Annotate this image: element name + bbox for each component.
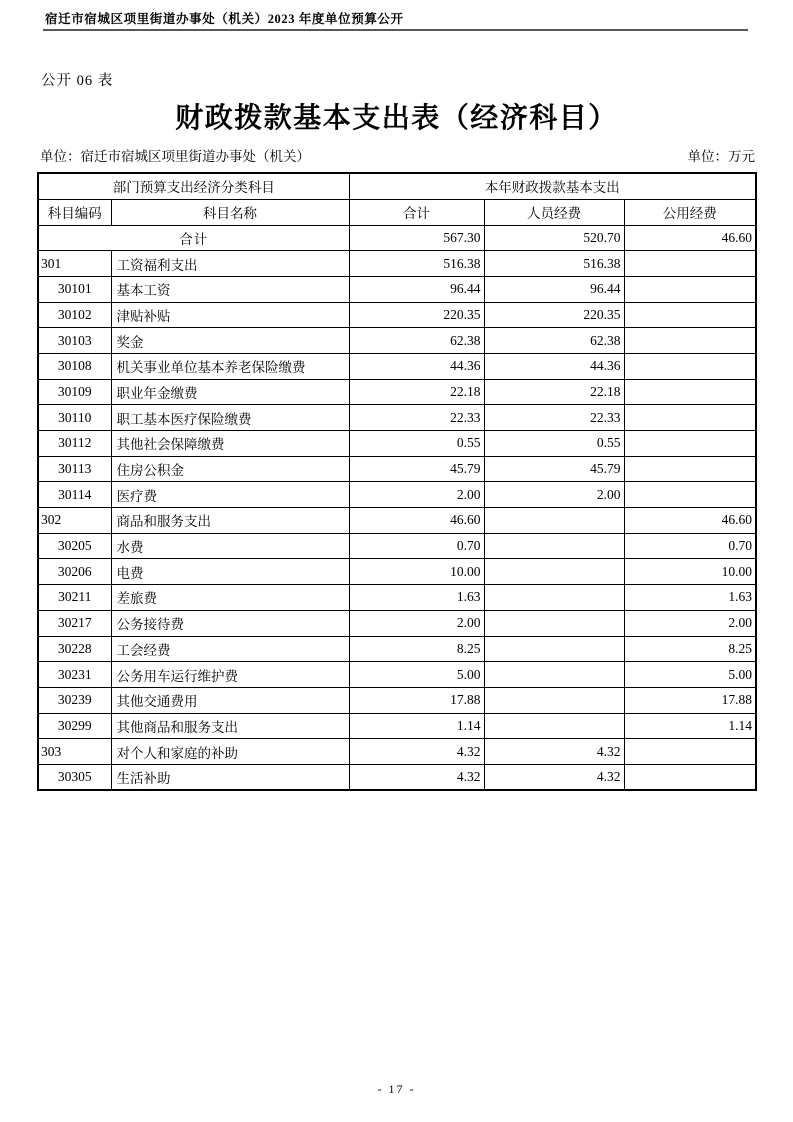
public-value bbox=[624, 431, 756, 457]
public-value: 10.00 bbox=[624, 559, 756, 585]
unit-name-label: 单位：宿迁市宿城区项里街道办事处（机关） bbox=[40, 149, 310, 164]
personnel-value bbox=[484, 585, 624, 611]
personnel-value: 96.44 bbox=[484, 276, 624, 302]
table-row bbox=[38, 764, 756, 790]
total-value: 45.79 bbox=[349, 456, 484, 482]
subject-code: 30205 bbox=[38, 533, 111, 559]
total-value: 516.38 bbox=[349, 251, 484, 277]
subject-name: 差旅费 bbox=[111, 585, 349, 611]
subject-code: 30228 bbox=[38, 636, 111, 662]
page-number: - 17 - bbox=[377, 1082, 416, 1096]
subject-name: 其他交通费用 bbox=[111, 687, 349, 713]
personnel-value bbox=[484, 533, 624, 559]
public-value: 46.60 bbox=[624, 508, 756, 534]
subject-code: 30112 bbox=[38, 431, 111, 457]
total-row bbox=[38, 225, 756, 251]
col-header-total: 合计 bbox=[349, 199, 484, 225]
sheet-label: 公开 06 表 bbox=[41, 73, 114, 89]
total-value: 4.32 bbox=[349, 764, 484, 790]
subject-code: 30103 bbox=[38, 328, 111, 354]
subject-code: 30217 bbox=[38, 610, 111, 636]
subject-code: 302 bbox=[38, 508, 111, 534]
personnel-value bbox=[484, 662, 624, 688]
subject-code: 30211 bbox=[38, 585, 111, 611]
subject-code: 30102 bbox=[38, 302, 111, 328]
personnel-value: 2.00 bbox=[484, 482, 624, 508]
table-body bbox=[38, 225, 756, 790]
personnel-value bbox=[484, 508, 624, 534]
table-row bbox=[38, 405, 756, 431]
subject-code: 301 bbox=[38, 251, 111, 277]
table-row bbox=[38, 456, 756, 482]
table-group-header-row bbox=[38, 173, 756, 199]
personnel-value bbox=[484, 713, 624, 739]
personnel-value bbox=[484, 559, 624, 585]
subject-code: 30239 bbox=[38, 687, 111, 713]
table-row bbox=[38, 533, 756, 559]
personnel-value: 45.79 bbox=[484, 456, 624, 482]
personnel-value: 4.32 bbox=[484, 764, 624, 790]
total-value: 1.14 bbox=[349, 713, 484, 739]
public-value bbox=[624, 328, 756, 354]
personnel-value bbox=[484, 610, 624, 636]
total-value: 22.18 bbox=[349, 379, 484, 405]
subject-code: 30114 bbox=[38, 482, 111, 508]
subject-code: 30108 bbox=[38, 353, 111, 379]
public-value bbox=[624, 482, 756, 508]
subject-name: 公务用车运行维护费 bbox=[111, 662, 349, 688]
personnel-value: 4.32 bbox=[484, 739, 624, 765]
table-row bbox=[38, 739, 756, 765]
table-row bbox=[38, 276, 756, 302]
table-row bbox=[38, 482, 756, 508]
col-header-subject-name: 科目名称 bbox=[111, 199, 349, 225]
page-title: 财政拨款基本支出表（经济科目） bbox=[175, 103, 618, 134]
personnel-value bbox=[484, 687, 624, 713]
public-value: 0.70 bbox=[624, 533, 756, 559]
subject-code: 30231 bbox=[38, 662, 111, 688]
subject-code: 30113 bbox=[38, 456, 111, 482]
subject-name: 医疗费 bbox=[111, 482, 349, 508]
total-value: 5.00 bbox=[349, 662, 484, 688]
public-value: 2.00 bbox=[624, 610, 756, 636]
table-row bbox=[38, 431, 756, 457]
subject-code: 303 bbox=[38, 739, 111, 765]
personnel-value: 0.55 bbox=[484, 431, 624, 457]
total-value: 46.60 bbox=[349, 508, 484, 534]
public-value bbox=[624, 353, 756, 379]
personnel-value: 62.38 bbox=[484, 328, 624, 354]
table-row bbox=[38, 559, 756, 585]
public-value bbox=[624, 405, 756, 431]
header-group-subject: 部门预算支出经济分类科目 bbox=[38, 173, 349, 199]
subject-name: 工会经费 bbox=[111, 636, 349, 662]
public-value bbox=[624, 379, 756, 405]
public-value: 17.88 bbox=[624, 687, 756, 713]
table-row bbox=[38, 687, 756, 713]
personnel-value: 22.33 bbox=[484, 405, 624, 431]
total-value: 22.33 bbox=[349, 405, 484, 431]
total-row-total-value: 567.30 bbox=[349, 225, 484, 251]
subject-name: 住房公积金 bbox=[111, 456, 349, 482]
total-row-label: 合计 bbox=[38, 225, 349, 251]
table-row bbox=[38, 636, 756, 662]
personnel-value: 44.36 bbox=[484, 353, 624, 379]
subject-code: 30299 bbox=[38, 713, 111, 739]
table-row bbox=[38, 508, 756, 534]
total-value: 2.00 bbox=[349, 610, 484, 636]
subject-name: 水费 bbox=[111, 533, 349, 559]
document-header-text: 宿迁市宿城区项里街道办事处（机关）2023 年度单位预算公开 bbox=[45, 12, 404, 26]
table-row bbox=[38, 610, 756, 636]
public-value: 1.14 bbox=[624, 713, 756, 739]
subject-name: 津贴补贴 bbox=[111, 302, 349, 328]
total-value: 4.32 bbox=[349, 739, 484, 765]
public-value: 8.25 bbox=[624, 636, 756, 662]
table-row bbox=[38, 353, 756, 379]
table-row bbox=[38, 251, 756, 277]
unit-row bbox=[40, 145, 755, 165]
subject-name: 电费 bbox=[111, 559, 349, 585]
subject-code: 30305 bbox=[38, 764, 111, 790]
subject-name: 机关事业单位基本养老保险缴费 bbox=[111, 353, 349, 379]
subject-name: 其他社会保障缴费 bbox=[111, 431, 349, 457]
public-value bbox=[624, 302, 756, 328]
subject-code: 30101 bbox=[38, 276, 111, 302]
table-row bbox=[38, 302, 756, 328]
subject-code: 30206 bbox=[38, 559, 111, 585]
total-value: 1.63 bbox=[349, 585, 484, 611]
col-header-public: 公用经费 bbox=[624, 199, 756, 225]
subject-name: 公务接待费 bbox=[111, 610, 349, 636]
unit-currency-label: 单位：万元 bbox=[687, 149, 755, 164]
total-value: 8.25 bbox=[349, 636, 484, 662]
total-value: 44.36 bbox=[349, 353, 484, 379]
table-row bbox=[38, 713, 756, 739]
personnel-value: 516.38 bbox=[484, 251, 624, 277]
total-value: 62.38 bbox=[349, 328, 484, 354]
public-value: 5.00 bbox=[624, 662, 756, 688]
subject-name: 商品和服务支出 bbox=[111, 508, 349, 534]
public-value bbox=[624, 456, 756, 482]
total-value: 0.55 bbox=[349, 431, 484, 457]
subject-name: 对个人和家庭的补助 bbox=[111, 739, 349, 765]
total-row-public-value: 46.60 bbox=[624, 225, 756, 251]
total-value: 220.35 bbox=[349, 302, 484, 328]
table-header bbox=[38, 173, 756, 225]
header-group-expenditure: 本年财政拨款基本支出 bbox=[349, 173, 756, 199]
subject-name: 奖金 bbox=[111, 328, 349, 354]
public-value: 1.63 bbox=[624, 585, 756, 611]
table-row bbox=[38, 379, 756, 405]
personnel-value bbox=[484, 636, 624, 662]
table-row bbox=[38, 662, 756, 688]
budget-table bbox=[37, 172, 757, 791]
subject-name: 生活补助 bbox=[111, 764, 349, 790]
public-value bbox=[624, 739, 756, 765]
public-value bbox=[624, 276, 756, 302]
total-value: 2.00 bbox=[349, 482, 484, 508]
table-row bbox=[38, 328, 756, 354]
subject-name: 职工基本医疗保险缴费 bbox=[111, 405, 349, 431]
total-value: 17.88 bbox=[349, 687, 484, 713]
total-value: 10.00 bbox=[349, 559, 484, 585]
total-value: 96.44 bbox=[349, 276, 484, 302]
subject-name: 职业年金缴费 bbox=[111, 379, 349, 405]
subject-name: 基本工资 bbox=[111, 276, 349, 302]
public-value bbox=[624, 764, 756, 790]
public-value bbox=[624, 251, 756, 277]
subject-name: 工资福利支出 bbox=[111, 251, 349, 277]
total-row-personnel-value: 520.70 bbox=[484, 225, 624, 251]
personnel-value: 22.18 bbox=[484, 379, 624, 405]
col-header-subject-code: 科目编码 bbox=[38, 199, 111, 225]
header-divider bbox=[43, 29, 748, 31]
table-column-header-row bbox=[38, 199, 756, 225]
subject-code: 30110 bbox=[38, 405, 111, 431]
subject-code: 30109 bbox=[38, 379, 111, 405]
subject-name: 其他商品和服务支出 bbox=[111, 713, 349, 739]
col-header-personnel: 人员经费 bbox=[484, 199, 624, 225]
table-row bbox=[38, 585, 756, 611]
total-value: 0.70 bbox=[349, 533, 484, 559]
personnel-value: 220.35 bbox=[484, 302, 624, 328]
